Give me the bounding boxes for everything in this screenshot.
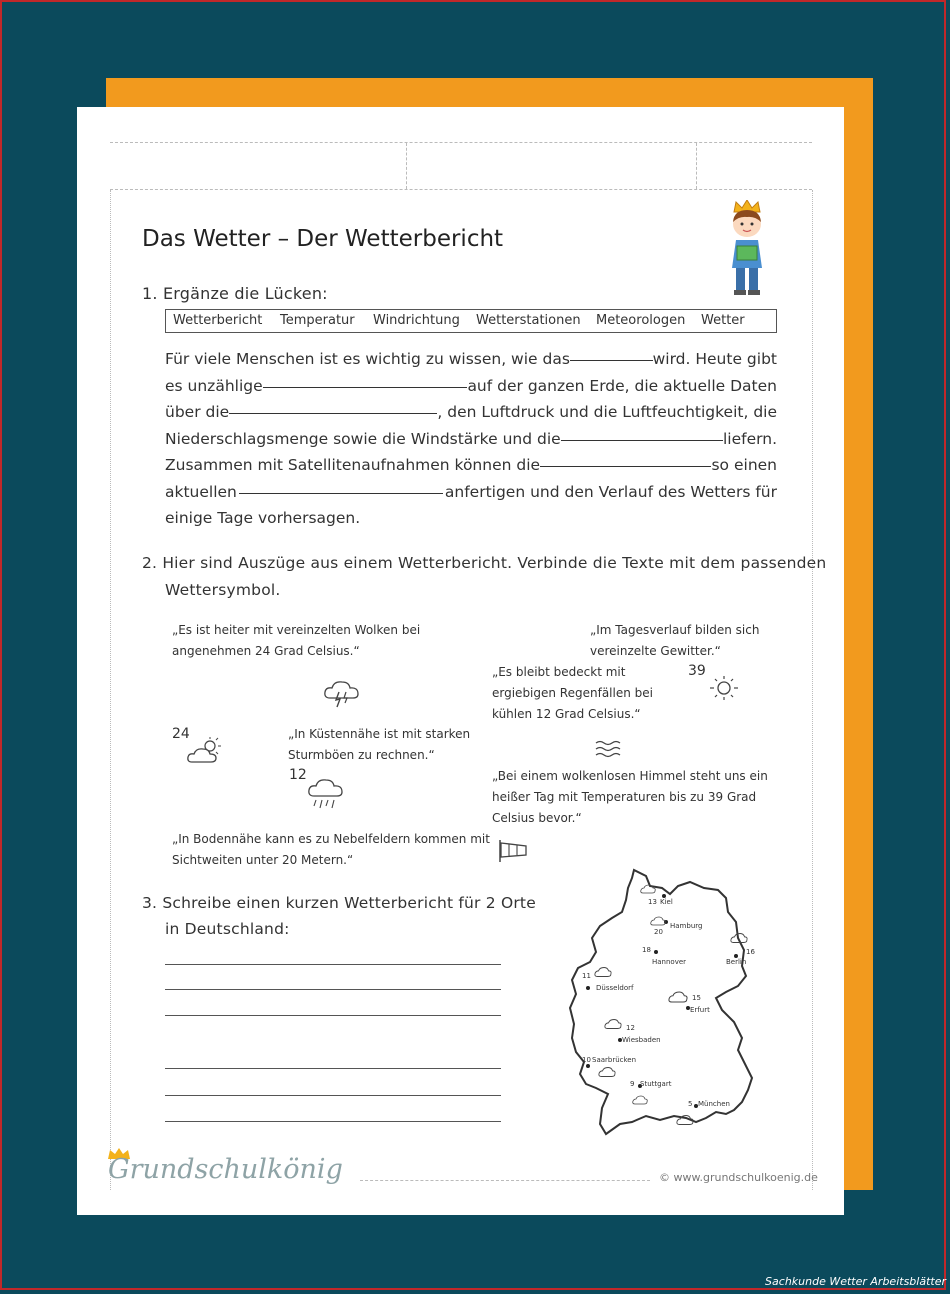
cloze-text-segment: Niederschlagsmenge sowie die Windstärke und die <box>165 429 561 448</box>
city-label: Kiel <box>660 898 673 906</box>
windsock-icon[interactable] <box>496 838 530 864</box>
word-bank <box>165 309 777 333</box>
word-bank-item: Temperatur <box>280 313 355 328</box>
header-divider <box>406 143 407 189</box>
writing-line[interactable] <box>165 1095 501 1096</box>
quote-line: „Es bleibt bedeckt mit <box>492 665 626 679</box>
quote-line: „Es ist heiter mit vereinzelten Wolken bei <box>172 623 421 637</box>
temperature-39: 39 <box>688 663 706 679</box>
city-temperature: 20 <box>654 928 663 936</box>
cloze-text-segment: wird. Heute gibt <box>652 350 777 368</box>
city-dot <box>654 950 658 954</box>
quote-nebel <box>172 829 490 871</box>
quote-wolkenlos <box>492 766 768 829</box>
city-label: Stuttgart <box>640 1080 672 1088</box>
quote-gewitter <box>590 620 759 662</box>
thunderstorm-cloud-icon[interactable] <box>322 676 364 710</box>
writing-line[interactable] <box>165 989 501 990</box>
sun-behind-cloud-icon <box>668 990 688 1004</box>
header-divider <box>696 143 697 189</box>
writing-line[interactable] <box>165 964 501 965</box>
temperature-24: 24 <box>172 726 190 742</box>
city-label: Saarbrücken <box>592 1056 637 1064</box>
city-label: Berlin <box>726 958 747 966</box>
thunderstorm-cloud-icon <box>730 932 748 944</box>
header-strip <box>110 142 812 190</box>
quote-line: vereinzelte Gewitter.“ <box>590 644 721 658</box>
sun-icon[interactable] <box>706 674 742 702</box>
writing-line[interactable] <box>165 1121 501 1122</box>
city-temperature: 18 <box>642 946 651 954</box>
word-bank-item: Wetterstationen <box>476 313 581 328</box>
quote-line: kühlen 12 Grad Celsius.“ <box>492 707 641 721</box>
question-2-label-cont: Wettersymbol. <box>165 581 281 599</box>
cloze-text-segment: über die <box>165 403 230 421</box>
city-label: Hamburg <box>670 922 703 930</box>
answer-blank[interactable] <box>263 373 468 388</box>
answer-blank[interactable] <box>229 399 437 414</box>
copyright-text: © www.grundschulkoenig.de <box>659 1171 818 1184</box>
worksheet-title: Das Wetter – Der Wetterbericht <box>142 226 504 252</box>
wind-waves-icon[interactable] <box>594 738 624 760</box>
quote-line: „In Bodennähe kann es zu Nebelfeldern kommen mit <box>172 832 490 846</box>
city-temperature: 9 <box>630 1080 635 1088</box>
city-temperature: 15 <box>692 994 701 1002</box>
king-mascot-illustration <box>722 200 772 298</box>
word-bank-item: Wetterbericht <box>173 313 263 328</box>
quote-line: ergiebigen Regenfällen bei <box>492 686 653 700</box>
left-border <box>110 190 117 1190</box>
answer-blank[interactable] <box>540 452 711 467</box>
city-temperature: 12 <box>626 1024 635 1032</box>
question-3-label: 3. Schreibe einen kurzen Wetterbericht für 2 Orte <box>142 894 536 912</box>
writing-line[interactable] <box>165 1015 501 1016</box>
temperature-12: 12 <box>289 767 307 783</box>
city-temperature: 11 <box>582 972 591 980</box>
cloze-text-segment: Für viele Menschen ist es wichtig zu wissen, wie das <box>165 350 570 368</box>
cloze-text-segment: es unzählige <box>165 376 263 395</box>
answer-blank[interactable] <box>239 479 443 494</box>
cloud-icon <box>594 966 612 978</box>
question-1-label: 1. Ergänze die Lücken: <box>142 284 328 303</box>
quote-line: „Bei einem wolkenlosen Himmel steht uns ein <box>492 769 768 783</box>
cloud-icon <box>640 884 656 894</box>
right-border <box>806 190 813 1190</box>
cloze-text <box>165 346 777 532</box>
answer-blank[interactable] <box>570 346 653 361</box>
quote-line: Sturmböen zu rechnen.“ <box>288 748 435 762</box>
cloze-text-segment: Zusammen mit Satellitenaufnahmen können die <box>165 456 541 474</box>
quote-line: heißer Tag mit Temperaturen bis zu 39 Grad <box>492 790 757 804</box>
cloze-text-segment: , den Luftdruck und die Luftfeuchtigkeit, die <box>437 403 777 421</box>
city-dot <box>586 1064 590 1068</box>
answer-blank[interactable] <box>561 426 723 441</box>
quote-line: Sichtweiten unter 20 Metern.“ <box>172 853 354 867</box>
brand-logo-text: Grundschulkönig <box>108 1154 343 1185</box>
word-bank-item: Meteorologen <box>596 313 686 328</box>
quote-line: „Im Tagesverlauf bilden sich <box>590 623 760 637</box>
cloze-text-segment: auf der ganzen Erde, die aktuelle Daten <box>467 376 777 395</box>
city-label: Wiesbaden <box>622 1036 661 1044</box>
question-2-label: 2. Hier sind Auszüge aus einem Wetterbericht. Verbinde die Texte mit dem passenden <box>142 554 827 572</box>
city-temperature: 16 <box>746 948 755 956</box>
city-dot <box>586 986 590 990</box>
cloud-icon <box>604 1018 622 1030</box>
word-bank-item: Wetter <box>701 313 745 328</box>
footer-divider <box>360 1180 650 1181</box>
cloze-text-segment: liefern. <box>723 429 777 448</box>
city-label: Erfurt <box>690 1006 710 1014</box>
germany-outline <box>566 868 782 1140</box>
city-label: München <box>698 1100 730 1108</box>
cloze-text-segment: einige Tage vorhersagen. <box>165 509 361 527</box>
cloze-text-segment: so einen <box>711 456 777 474</box>
rain-cloud-icon[interactable] <box>306 776 350 812</box>
cloze-text-segment: anfertigen und den Verlauf des Wetters für <box>444 482 777 501</box>
quote-line: angenehmen 24 Grad Celsius.“ <box>172 644 360 658</box>
cloud-icon <box>598 1066 616 1078</box>
quote-bedeckt <box>492 662 653 725</box>
cloud-icon <box>650 916 666 926</box>
question-3-label-cont: in Deutschland: <box>165 920 290 938</box>
city-label: Hannover <box>652 958 687 966</box>
cloze-text-segment: aktuellen <box>165 482 237 501</box>
word-bank-item: Windrichtung <box>373 313 460 328</box>
quote-line: „In Küstennähe ist mit starken <box>288 727 471 741</box>
city-temperature: 13 <box>648 898 657 906</box>
quote-heiter <box>172 620 420 662</box>
sun-behind-cloud-icon[interactable] <box>186 736 228 766</box>
city-temperature: 10 <box>582 1056 591 1064</box>
image-caption: Sachkunde Wetter Arbeitsblätter <box>765 1275 946 1288</box>
cloud-icon <box>676 1114 694 1126</box>
city-temperature: 5 <box>688 1100 693 1108</box>
city-label: Düsseldorf <box>596 984 634 992</box>
writing-line[interactable] <box>165 1068 501 1069</box>
rain-cloud-icon <box>632 1094 648 1106</box>
germany-weather-map <box>566 868 782 1144</box>
quote-kueste <box>288 724 470 766</box>
quote-line: Celsius bevor.“ <box>492 811 582 825</box>
